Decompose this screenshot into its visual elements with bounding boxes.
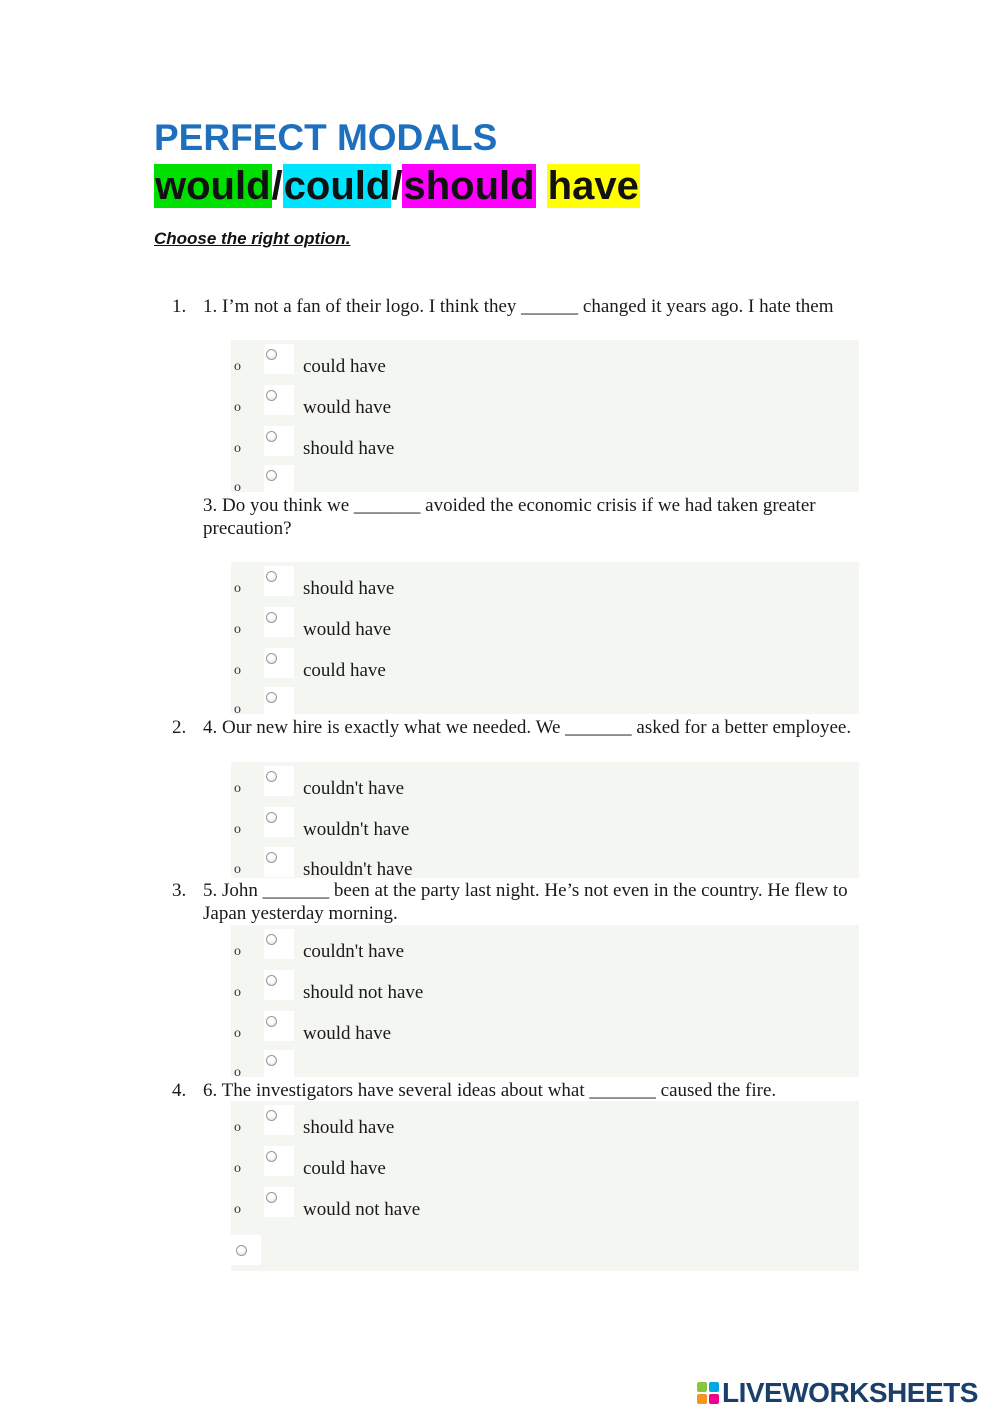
answer-option[interactable] bbox=[231, 1105, 859, 1141]
bullet-icon: o bbox=[234, 822, 241, 837]
question-number: 1. bbox=[172, 296, 187, 317]
options-panel bbox=[231, 340, 859, 495]
option-label[interactable]: would not have bbox=[303, 1199, 421, 1220]
radio-button[interactable] bbox=[266, 1151, 277, 1162]
question-text: 6. The investigators have several ideas about what _______ caused the fire. bbox=[203, 1080, 777, 1101]
answer-option[interactable] bbox=[231, 566, 859, 602]
radio-button[interactable] bbox=[266, 852, 277, 863]
logo-square bbox=[697, 1382, 707, 1392]
bullet-icon: o bbox=[234, 441, 241, 456]
subtitle-would: would bbox=[155, 164, 271, 208]
option-label[interactable]: wouldn't have bbox=[303, 819, 410, 840]
answer-option[interactable] bbox=[231, 807, 859, 843]
bullet-icon: o bbox=[234, 944, 241, 959]
radio-button[interactable] bbox=[266, 653, 277, 664]
radio-button[interactable] bbox=[266, 390, 277, 401]
options-panel bbox=[231, 762, 859, 878]
bullet-icon: o bbox=[234, 1120, 241, 1135]
answer-option[interactable] bbox=[231, 929, 859, 965]
bullet-icon: o bbox=[234, 622, 241, 637]
radio-button[interactable] bbox=[266, 692, 277, 703]
bullet-icon: o bbox=[234, 359, 241, 374]
worksheet-title: PERFECT MODALS bbox=[154, 117, 498, 158]
answer-option[interactable] bbox=[231, 766, 859, 802]
radio-button[interactable] bbox=[266, 431, 277, 442]
answer-option[interactable] bbox=[231, 1235, 859, 1271]
radio-button[interactable] bbox=[266, 470, 277, 481]
option-label[interactable]: could have bbox=[303, 356, 386, 377]
option-label[interactable]: should have bbox=[303, 438, 395, 459]
radio-button[interactable] bbox=[266, 612, 277, 623]
logo-icon bbox=[697, 1382, 719, 1404]
question-text: 3. Do you think we _______ avoided the economic crisis if we had taken greater precaution? bbox=[203, 495, 816, 539]
logo-text: LIVEWORKSHEETS bbox=[722, 1377, 978, 1408]
answer-option[interactable] bbox=[231, 344, 859, 380]
subtitle-should: should bbox=[403, 164, 535, 208]
answer-option[interactable] bbox=[231, 426, 859, 462]
bullet-icon: o bbox=[234, 985, 241, 1000]
radio-button[interactable] bbox=[266, 1016, 277, 1027]
option-label[interactable]: couldn't have bbox=[303, 941, 405, 962]
option-label[interactable]: would have bbox=[303, 397, 392, 418]
instruction-text: Choose the right option. bbox=[154, 229, 351, 248]
option-label[interactable]: would have bbox=[303, 1023, 392, 1044]
subtitle-slash: / bbox=[271, 164, 283, 208]
radio-button[interactable] bbox=[266, 1055, 277, 1066]
bullet-icon: o bbox=[234, 663, 241, 678]
subtitle-space bbox=[536, 164, 547, 208]
radio-button[interactable] bbox=[266, 571, 277, 582]
radio-button[interactable] bbox=[266, 349, 277, 360]
answer-option[interactable] bbox=[231, 385, 859, 421]
radio-button[interactable] bbox=[236, 1245, 247, 1256]
radio-button[interactable] bbox=[266, 1192, 277, 1203]
options-panel bbox=[231, 562, 859, 717]
logo-square bbox=[697, 1394, 707, 1404]
option-label[interactable]: couldn't have bbox=[303, 778, 405, 799]
bullet-icon: o bbox=[234, 702, 241, 717]
liveworksheets-logo bbox=[697, 1378, 978, 1408]
option-label[interactable]: could have bbox=[303, 1158, 386, 1179]
radio-button[interactable] bbox=[266, 934, 277, 945]
option-label[interactable]: should have bbox=[303, 578, 395, 599]
bullet-icon: o bbox=[234, 480, 241, 495]
option-label[interactable]: should not have bbox=[303, 982, 424, 1003]
option-label[interactable]: could have bbox=[303, 660, 386, 681]
answer-option[interactable] bbox=[231, 970, 859, 1006]
worksheet-subtitle bbox=[154, 162, 640, 210]
question-text: 4. Our new hire is exactly what we needed. We _______ asked for a better employee. bbox=[203, 717, 852, 738]
options-panel bbox=[231, 1101, 859, 1271]
option-label[interactable]: would have bbox=[303, 619, 392, 640]
logo-square bbox=[709, 1382, 719, 1392]
question-text: 1. I’m not a fan of their logo. I think they ______ changed it years ago. I hate them bbox=[203, 296, 834, 317]
radio-button[interactable] bbox=[266, 1110, 277, 1121]
answer-option[interactable] bbox=[231, 1011, 859, 1047]
bullet-icon: o bbox=[234, 1202, 241, 1217]
radio-button[interactable] bbox=[266, 975, 277, 986]
subtitle-could: could bbox=[283, 164, 391, 208]
subtitle-have: have bbox=[547, 164, 639, 208]
answer-option[interactable] bbox=[231, 607, 859, 643]
bullet-icon: o bbox=[234, 1161, 241, 1176]
bullet-icon: o bbox=[234, 581, 241, 596]
answer-option[interactable] bbox=[231, 1187, 859, 1223]
bullet-icon: o bbox=[234, 862, 241, 877]
radio-button[interactable] bbox=[266, 812, 277, 823]
bullet-icon: o bbox=[234, 781, 241, 796]
answer-option[interactable] bbox=[231, 648, 859, 684]
option-label[interactable]: should have bbox=[303, 1117, 395, 1138]
logo-square bbox=[709, 1394, 719, 1404]
question-number: 3. bbox=[172, 880, 187, 901]
options-panel bbox=[231, 925, 859, 1080]
bullet-icon: o bbox=[234, 400, 241, 415]
subtitle-slash: / bbox=[391, 164, 403, 208]
bullet-icon: o bbox=[234, 1065, 241, 1080]
bullet-icon: o bbox=[234, 1026, 241, 1041]
radio-button[interactable] bbox=[266, 771, 277, 782]
question-text: 5. John _______ been at the party last night. He’s not even in the country. He flew to Japan yesterday morning. bbox=[203, 880, 848, 924]
answer-option[interactable] bbox=[231, 847, 859, 883]
answer-option[interactable] bbox=[231, 1146, 859, 1182]
question-number: 4. bbox=[172, 1080, 187, 1101]
question-number: 2. bbox=[172, 717, 187, 738]
option-label[interactable]: shouldn't have bbox=[303, 859, 413, 880]
